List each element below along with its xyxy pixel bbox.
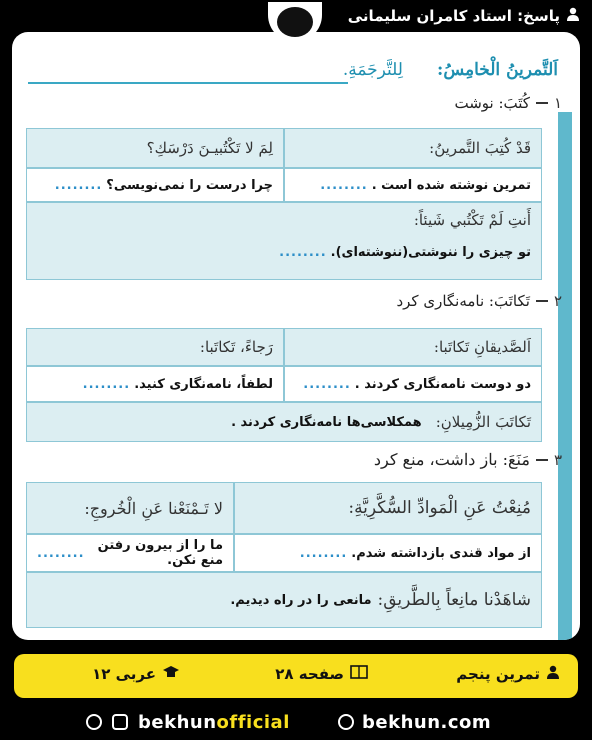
exercise-name	[456, 665, 560, 683]
book-icon	[350, 665, 368, 683]
user-icon	[546, 665, 560, 683]
s2-wide-box	[26, 402, 542, 442]
dotted-line: ........	[279, 245, 327, 260]
website-link[interactable]: bekhun.com	[362, 712, 492, 733]
section-dash	[536, 102, 548, 104]
answer-text: از مواد قندی بازداشته شدم.	[351, 545, 531, 561]
s1-question-right	[284, 128, 542, 168]
section-dash	[536, 300, 548, 302]
subject-name	[92, 665, 180, 683]
s1-question-left	[26, 128, 284, 168]
answer-text: ما را از بیرون رفتن منع نکن.	[97, 538, 223, 568]
answer-text: مانعی را در راه دیدیم.	[230, 592, 372, 608]
s2-question-right	[284, 328, 542, 366]
section-1-heading	[454, 94, 562, 112]
answer-text: لطفاً، نامه‌نگاری کنید.	[134, 376, 273, 392]
s1-wide-box	[26, 202, 542, 280]
instagram-icon[interactable]	[112, 714, 128, 730]
section-number: ۱	[553, 94, 562, 112]
page-number	[275, 665, 368, 683]
dotted-line: ........	[299, 545, 348, 561]
exercise-card	[12, 32, 580, 640]
s3-answer-left	[26, 534, 234, 572]
answer-text: همکلاسی‌ها نامه‌نگاری کردند .	[231, 414, 422, 430]
social-handle[interactable]	[138, 712, 290, 733]
question-text: تَكاتَبَ الزُّمِيلانِ:	[435, 413, 531, 431]
section-word: تَكاتَبَ: نامه‌نگاری کرد	[396, 292, 530, 310]
telegram-icon[interactable]	[86, 714, 102, 730]
footer	[0, 706, 592, 736]
s2-answer-left	[26, 366, 284, 402]
s3-question-left	[26, 482, 234, 534]
dotted-line: ........	[320, 177, 368, 193]
lesson-info-bar	[14, 654, 578, 698]
logo-mark	[277, 7, 313, 37]
section-word: مَنَعَ: باز داشت، منع کرد	[373, 450, 530, 469]
answer-author	[348, 7, 580, 25]
question-text: أَنتِ لَمْ تَكْتُبي شَيئاً:	[413, 211, 531, 229]
exercise-subtitle: لِلتَّرجَمَةِ.	[342, 60, 403, 80]
question-text: لا تَـمْنَعْنا عَنِ الْخُروجِ:	[84, 498, 223, 518]
answer-text: تمرین نوشته شده است .	[371, 177, 531, 193]
s1-wide-answer	[279, 245, 531, 260]
dotted-line: ........	[54, 177, 103, 193]
question-text: مُنِعْتُ عَنِ الْمَوادِّ السُّكَّرِيَّةِ:	[348, 498, 531, 518]
section-number: ۲	[553, 292, 562, 310]
graduation-cap-icon	[162, 665, 180, 683]
question-text: قَدْ كُتِبَ التَّمرينُ:	[429, 139, 531, 157]
s2-question-left	[26, 328, 284, 366]
page-label: صفحه ۲۸	[275, 665, 344, 683]
dotted-line: ........	[82, 376, 131, 392]
answer-text: چرا درست را نمی‌نویسی؟	[106, 177, 273, 193]
user-icon	[566, 7, 580, 25]
question-text: اَلصَّديقانِ تَكاتَبا:	[433, 338, 531, 356]
s1-answer-left	[26, 168, 284, 202]
section-2-heading	[396, 292, 562, 310]
s1-answer-right	[284, 168, 542, 202]
subject-label: عربی ۱۲	[92, 665, 156, 683]
exercise-header	[28, 54, 558, 90]
answer-author-label: پاسخ: استاد کامران سلیمانی	[347, 7, 560, 25]
dotted-line: ........	[303, 376, 351, 392]
handle-part-1: bekhun	[138, 712, 217, 733]
handle-part-2: official	[216, 712, 290, 733]
section-number: ۳	[553, 450, 562, 469]
s3-answer-right	[234, 534, 542, 572]
section-word: كُتَبَ: نوشت	[454, 94, 530, 112]
question-text: لِمَ لا تَكْتُبيـنَ دَرْسَكِ؟	[146, 139, 273, 157]
answer-text: تو چیزی را ننوشتی(ننوشته‌ای).	[330, 245, 531, 260]
header-divider	[28, 82, 348, 84]
exercise-title: اَلتَّمرينُ الْخامِسُ:	[437, 60, 558, 80]
dotted-line: ........	[37, 545, 85, 561]
s3-question-right	[234, 482, 542, 534]
section-dash	[536, 459, 548, 461]
question-text: شاهَدْنا مانِعاً بِالطَّريقِ:	[377, 590, 531, 610]
side-stripe	[558, 112, 572, 640]
question-text: رَجاءً، تَكاتَبا:	[199, 338, 273, 356]
s3-wide-box	[26, 572, 542, 628]
exercise-label: تمرین پنجم	[456, 665, 540, 683]
s2-answer-right	[284, 366, 542, 402]
section-3-heading	[374, 450, 562, 469]
answer-text: دو دوست نامه‌نگاری کردند .	[354, 376, 531, 392]
globe-icon	[338, 714, 354, 730]
